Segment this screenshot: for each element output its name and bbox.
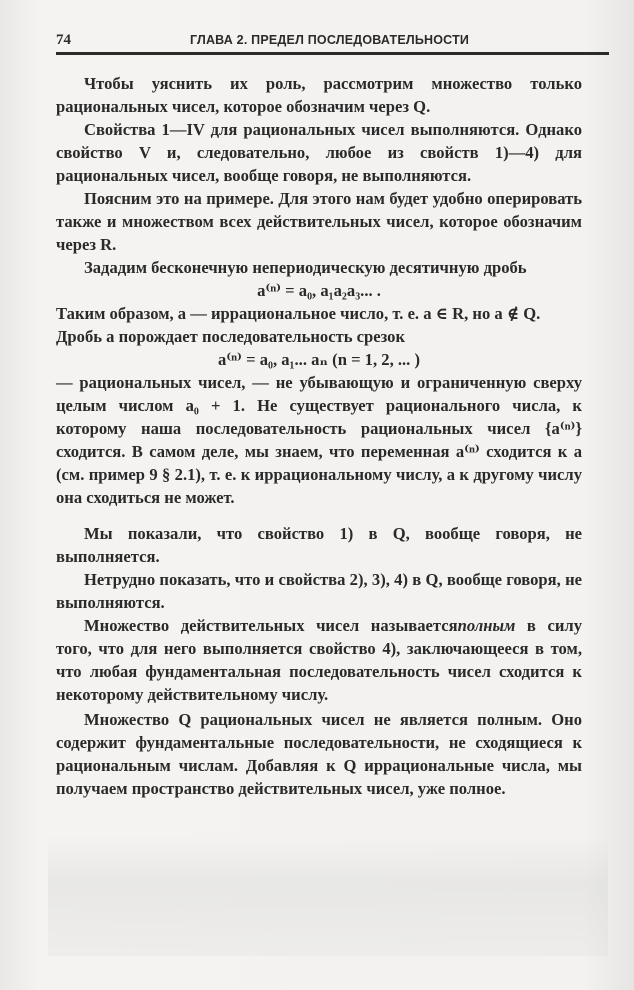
paragraph-5: Таким образом, a — иррациональное число, т. е. a ∈ R, но a ∉ Q. <box>56 304 541 323</box>
page-number: 74 <box>56 32 71 48</box>
paragraph-7: — рациональных чисел, — не убывающую и ограниченную сверху целым числом a₀ + 1. Не существует рационального числа, к которому наша последовательность рациональных чисел {a⁽ⁿ⁾} сходится. В самом деле, мы знаем, что переменная a⁽ⁿ⁾ сходится к a (см. пример 9 § 2.1), т. е. к иррациональному числу, а к другому числу она сходиться не может. <box>56 373 582 507</box>
paragraph-10-start: Множество действительных чисел называется <box>84 616 458 635</box>
chapter-title: ГЛАВА 2. ПРЕДЕЛ ПОСЛЕДОВАТЕЛЬНОСТИ <box>190 33 470 47</box>
paragraph-10 <box>56 614 582 706</box>
body-text <box>56 72 582 800</box>
paragraph-8: Мы показали, что свойство 1) в Q, вообще говоря, не выполняется. <box>56 524 582 566</box>
paragraph-11: Множество Q рациональных чисел не является полным. Оно содержит фундаментальные последовательности, не сходящиеся к рациональным числам. Добавляя к Q иррациональные числа, мы получаем пространство действительных чисел, уже полное. <box>56 710 582 798</box>
paragraph-2: Свойства 1—IV для рациональных чисел выполняются. Однако свойство V и, следовательно, любое из свойств 1)—4) для рациональных чисел, вообще говоря, не выполняются. <box>56 120 582 185</box>
paragraph-10-end: в силу того, что для него выполняется свойство 4), заключающееся в том, что любая фундаментальная последовательность чисел сходится к некоторому действительному числу. <box>56 616 582 704</box>
running-header <box>56 30 609 55</box>
paragraph-3: Поясним это на примере. Для этого нам будет удобно оперировать также и множеством всех действительных чисел, которое обозначим через R. <box>56 189 582 254</box>
formula-1: a⁽ⁿ⁾ = a₀, a₁a₂a₃... . <box>257 281 381 300</box>
paragraph-1: Чтобы уяснить их роль, рассмотрим множество только рациональных чисел, которое обозначим через Q. <box>56 74 582 116</box>
paragraph-4: Зададим бесконечную непериодическую десятичную дробь <box>84 258 527 277</box>
bleed-through-smudge <box>48 836 608 956</box>
emphasis-term: полным <box>457 616 516 635</box>
formula-2: a⁽ⁿ⁾ = a₀, a₁... aₙ (n = 1, 2, ... ) <box>217 350 420 369</box>
paragraph-6: Дробь a порождает последовательность срезок <box>56 327 406 346</box>
paragraph-9: Нетрудно показать, что и свойства 2), 3), 4) в Q, вообще говоря, не выполняются. <box>56 570 582 612</box>
